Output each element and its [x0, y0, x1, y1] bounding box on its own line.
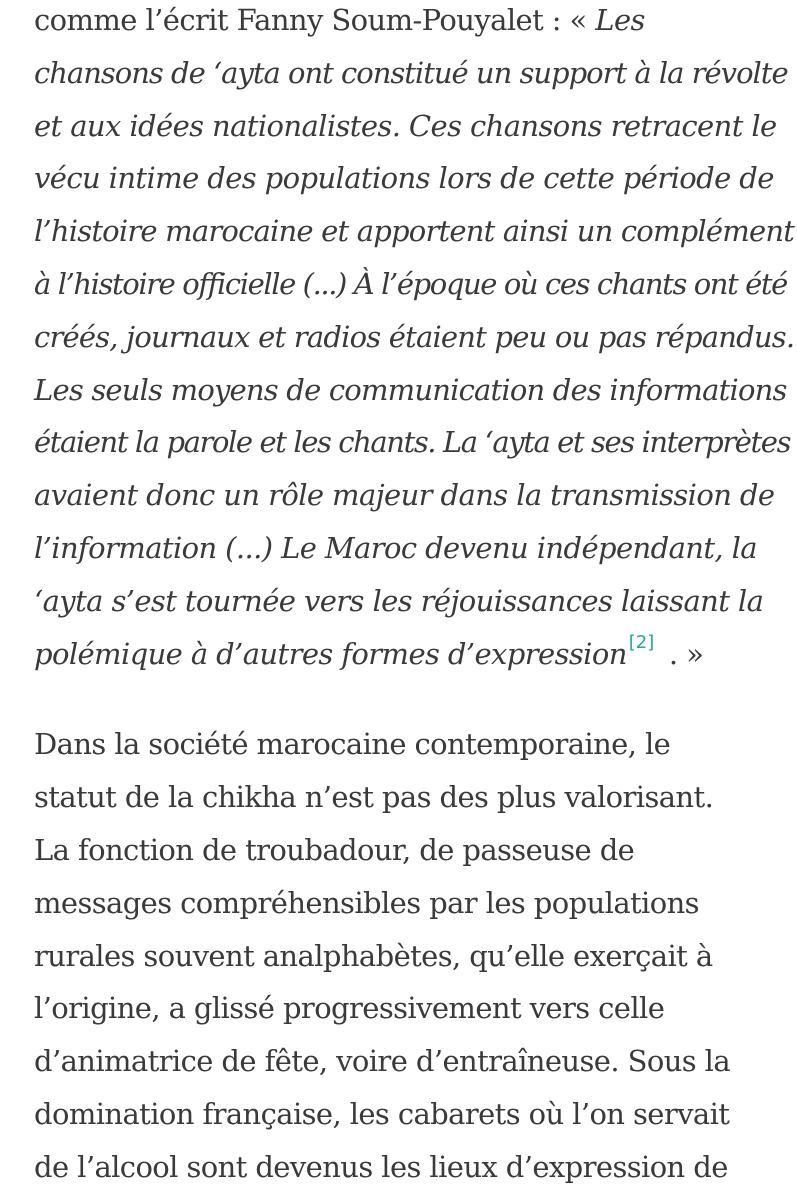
quote-line: Les seuls moyens de communication des informations — [34, 372, 787, 407]
article-body — [34, 0, 794, 1194]
quote-start: Les — [595, 3, 645, 37]
quote-line: et aux idées nationalistes. Ces chansons retracent le — [34, 108, 777, 143]
body-line: l’origine, a glissé progressivement vers celle — [34, 991, 665, 1026]
body-line: rurales souvent analphabètes, qu’elle exerçait à — [34, 938, 713, 973]
body-line: statut de la chikha n’est pas des plus valorisant. — [34, 780, 714, 815]
body-line: d’animatrice de fête, voire d’entraîneuse. Sous la — [34, 1044, 731, 1079]
quote-line: à l’histoire officielle (...) À l’époque où ces chants ont été — [34, 266, 787, 301]
quote-closing: . » — [660, 636, 704, 671]
body-line: domination française, les cabarets où l’on servait — [34, 1096, 730, 1131]
quote-line-1 — [34, 0, 794, 47]
quote-paragraph — [34, 0, 794, 680]
body-line: de l’alcool sont devenus les lieux d’expression de — [34, 1149, 728, 1184]
body-paragraph — [34, 718, 794, 1193]
quote-line: créés, journaux et radios étaient peu ou pas répandus. — [34, 319, 795, 354]
body-line: messages compréhensibles par les populations — [34, 885, 699, 920]
footnote-link[interactable]: [2] — [628, 631, 655, 653]
body-line: La fonction de troubadour, de passeuse de — [34, 832, 635, 867]
quote-last-line — [34, 628, 794, 681]
quote-line: étaient la parole et les chants. La ‘ayta et ses interprètes — [34, 425, 791, 460]
quote-intro: comme l’écrit Fanny Soum-Pouyalet : « — [34, 3, 596, 37]
quote-line: vécu intime des populations lors de cette période de — [34, 161, 774, 196]
quote-line: ‘ayta s’est tournée vers les réjouissances laissant la — [34, 583, 764, 618]
quote-line: chansons de ‘ayta ont constitué un support à la révolte — [34, 55, 788, 90]
quote-line: avaient donc un rôle majeur dans la transmission de — [34, 478, 775, 513]
quote-end: polémique à d’autres formes d’expression — [34, 636, 627, 671]
quote-line: l’information (...) Le Maroc devenu indépendant, la — [34, 530, 757, 565]
body-line: Dans la société marocaine contemporaine, le — [34, 727, 671, 762]
quote-line: l’histoire marocaine et apportent ainsi un complément — [34, 214, 795, 249]
